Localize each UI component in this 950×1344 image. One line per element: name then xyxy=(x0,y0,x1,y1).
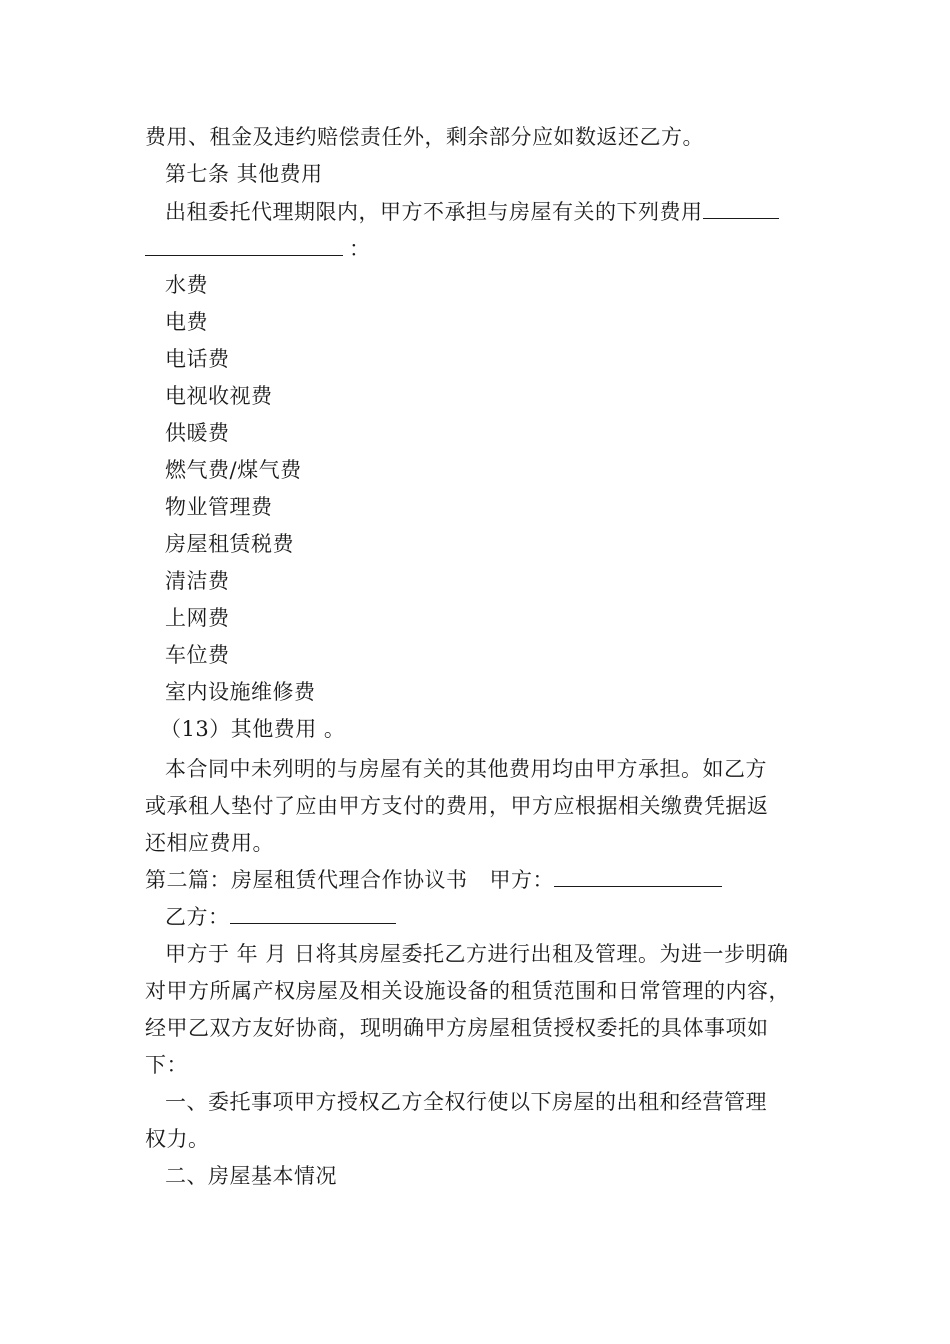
text-span: 出租委托代理期限内，甲方不承担与房屋有关的下列费用 xyxy=(165,200,703,224)
party-b-line xyxy=(165,901,396,932)
list-item: 物业管理费 xyxy=(165,495,273,519)
list-item: 供暖费 xyxy=(165,421,230,445)
list-item: 水费 xyxy=(165,273,208,297)
section-title: 第二篇：房屋租赁代理合作协议书 xyxy=(145,868,468,892)
section-heading: 二、房屋基本情况 xyxy=(165,1164,337,1188)
list-item: 室内设施维修费 xyxy=(165,680,316,704)
fill-blank xyxy=(703,196,779,219)
list-item: 清洁费 xyxy=(165,569,230,593)
list-item: 电话费 xyxy=(165,347,230,371)
party-b-blank xyxy=(230,901,396,924)
list-item: （13）其他费用 。 xyxy=(160,717,346,741)
text-line xyxy=(165,196,779,227)
list-item: 电费 xyxy=(165,310,208,334)
list-item: 燃气费/煤气费 xyxy=(165,458,302,482)
paragraph-line: 对甲方所属产权房屋及相关设施设备的租赁范围和日常管理的内容， xyxy=(145,979,790,1003)
fill-blank xyxy=(145,233,343,256)
list-item: 房屋租赁税费 xyxy=(165,532,294,556)
paragraph-line: 甲方于 年 月 日将其房屋委托乙方进行出租及管理。为进一步明确 xyxy=(165,942,789,966)
text-span: ： xyxy=(349,237,371,261)
paragraph-line: 经甲乙双方友好协商，现明确甲方房屋租赁授权委托的具体事项如 xyxy=(145,1016,769,1040)
list-item: 电视收视费 xyxy=(165,384,273,408)
section-title-line xyxy=(145,864,722,895)
paragraph-line: 本合同中未列明的与房屋有关的其他费用均由甲方承担。如乙方 xyxy=(165,757,767,781)
party-a-blank xyxy=(554,864,722,887)
party-b-label: 乙方： xyxy=(165,905,230,929)
paragraph-line: 一、委托事项甲方授权乙方全权行使以下房屋的出租和经营管理 xyxy=(165,1090,767,1114)
list-item: 上网费 xyxy=(165,606,230,630)
paragraph-line: 权力。 xyxy=(145,1127,210,1151)
list-item: 车位费 xyxy=(165,643,230,667)
article-heading: 第七条 其他费用 xyxy=(165,162,323,186)
party-a-label: 甲方： xyxy=(489,868,554,892)
paragraph-line: 还相应费用。 xyxy=(145,831,274,855)
paragraph-line: 或承租人垫付了应由甲方支付的费用，甲方应根据相关缴费凭据返 xyxy=(145,794,769,818)
text-line: 费用、租金及违约赔偿责任外，剩余部分应如数返还乙方。 xyxy=(145,125,704,149)
text-line xyxy=(145,233,371,264)
paragraph-line: 下： xyxy=(145,1053,188,1077)
